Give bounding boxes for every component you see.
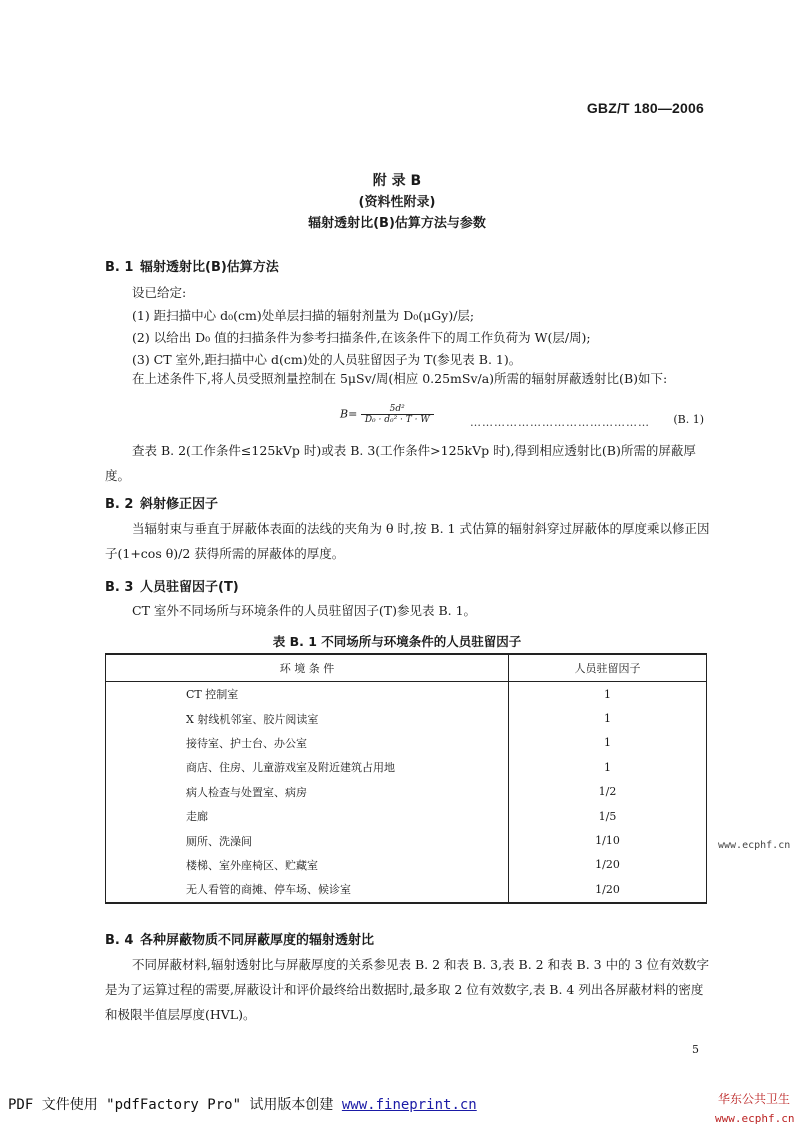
cell-factor: 1/20 bbox=[595, 858, 620, 872]
appendix-title: 辐射透射比(B)估算方法与参数 bbox=[308, 216, 486, 231]
cell-environment: CT 控制室 bbox=[106, 682, 509, 707]
cell-environment: 无人看管的商摊、停车场、候诊室 bbox=[106, 877, 509, 902]
table-caption: 表 B. 1 不同场所与环境条件的人员驻留因子 bbox=[272, 634, 522, 649]
cell-environment: 楼梯、室外座椅区、贮藏室 bbox=[106, 853, 509, 877]
formula-lhs: B= bbox=[340, 407, 358, 421]
section-title: 人员驻留因子(T) bbox=[140, 580, 239, 595]
cell-factor: 1 bbox=[604, 687, 611, 701]
section-number: B. 4 bbox=[105, 933, 134, 948]
cell-environment: 病人检查与处置室、病房 bbox=[106, 780, 509, 804]
occupancy-factor-table bbox=[105, 653, 707, 904]
cell-environment: 厕所、洗澡间 bbox=[106, 828, 509, 852]
cell-factor: 1 bbox=[604, 712, 611, 726]
formula-denominator: D₀ · d₀² · T · W bbox=[364, 415, 430, 425]
section-title: 斜射修正因子 bbox=[140, 497, 219, 512]
cell-environment: 接待室、护士台、办公室 bbox=[106, 731, 509, 755]
formula-fraction bbox=[361, 404, 434, 425]
pdf-footer bbox=[8, 1094, 477, 1114]
b4-paragraph: 不同屏蔽材料,辐射透射比与屏蔽厚度的关系参见表 B. 2 和表 B. 3,表 B. 2 和表 B. 3 中的 3 位有效数字是为了运算过程的需要,屏蔽设计和评价最终给出数据时,最多取 2 位有效数字,表 B. 4 列出各屏蔽材料的密度和极限半值层厚度(HVL)。 bbox=[105, 957, 710, 1022]
b1-paragraph-1: 在上述条件下,将人员受照剂量控制在 5μSv/周(相应 0.25mSv/a)所需的辐射屏蔽透射比(B)如下: bbox=[132, 371, 668, 386]
table-row bbox=[106, 853, 707, 877]
b1-paragraph-2: 查表 B. 2(工作条件≤125kVp 时)或表 B. 3(工作条件>125kVp 时),得到相应透射比(B)所需的屏蔽厚度。 bbox=[105, 443, 696, 483]
section-b3-heading bbox=[105, 576, 239, 595]
section-b2-heading bbox=[105, 493, 218, 512]
cell-factor: 1/2 bbox=[598, 785, 617, 799]
cell-factor: 1/10 bbox=[595, 834, 620, 848]
cell-environment: 走廊 bbox=[106, 804, 509, 828]
footer-link[interactable]: www.fineprint.cn bbox=[341, 1097, 477, 1113]
cell-environment: X 射线机邻室、胶片阅读室 bbox=[106, 706, 509, 730]
section-number: B. 2 bbox=[105, 497, 134, 512]
b3-paragraph: CT 室外不同场所与环境条件的人员驻留因子(T)参见表 B. 1。 bbox=[132, 603, 477, 618]
b1-intro: 设已给定: bbox=[132, 285, 187, 300]
table-row bbox=[106, 706, 707, 730]
section-title: 辐射透射比(B)估算方法 bbox=[140, 260, 279, 275]
brand-name: 华东公共卫生 bbox=[717, 1092, 790, 1106]
column-header-factor: 人员驻留因子 bbox=[509, 654, 707, 682]
section-b4-heading bbox=[105, 929, 374, 948]
formula-b1 bbox=[340, 404, 434, 425]
table-header-row bbox=[106, 654, 707, 682]
cell-environment: 商店、住房、儿童游戏室及附近建筑占用地 bbox=[106, 755, 509, 779]
table-row bbox=[106, 755, 707, 779]
b1-item-2: (2) 以给出 D₀ 值的扫描条件为参考扫描条件,在该条件下的周工作负荷为 W(层/周); bbox=[132, 330, 591, 345]
table-row bbox=[106, 731, 707, 755]
cell-factor: 1 bbox=[604, 736, 611, 750]
cell-factor: 1 bbox=[604, 760, 611, 774]
section-number: B. 1 bbox=[105, 260, 134, 275]
section-number: B. 3 bbox=[105, 580, 134, 595]
table-row bbox=[106, 828, 707, 852]
standard-code: GBZ/T 180—2006 bbox=[586, 100, 704, 116]
table-row bbox=[106, 804, 707, 828]
side-watermark: www.ecphf.cn bbox=[718, 840, 791, 851]
footer-text: PDF 文件使用 "pdfFactory Pro" 试用版本创建 bbox=[8, 1097, 334, 1113]
page-number: 5 bbox=[692, 1043, 699, 1056]
section-b1-heading bbox=[105, 256, 279, 275]
section-title: 各种屏蔽物质不同屏蔽厚度的辐射透射比 bbox=[140, 933, 375, 948]
formula-leader-dots: ……………………………………… bbox=[470, 416, 650, 429]
cell-factor: 1/5 bbox=[598, 809, 617, 823]
appendix-type: (资料性附录) bbox=[358, 195, 436, 210]
cell-factor: 1/20 bbox=[595, 882, 620, 896]
brand-mark bbox=[715, 1090, 794, 1128]
brand-url[interactable]: www.ecphf.cn bbox=[715, 1112, 794, 1125]
formula-numerator: 5d² bbox=[361, 404, 434, 415]
column-header-environment: 环 境 条 件 bbox=[106, 654, 509, 682]
table-row bbox=[106, 780, 707, 804]
b2-paragraph: 当辐射束与垂直于屏蔽体表面的法线的夹角为 θ 时,按 B. 1 式估算的辐射斜穿过屏蔽体的厚度乘以修正因子(1+cos θ)/2 获得所需的屏蔽体的厚度。 bbox=[105, 521, 710, 561]
table-row bbox=[106, 877, 707, 902]
formula-number: (B. 1) bbox=[673, 413, 704, 426]
b1-item-1: (1) 距扫描中心 d₀(cm)处单层扫描的辐射剂量为 D₀(μGy)/层; bbox=[132, 308, 475, 323]
appendix-label: 附 录 B bbox=[372, 173, 422, 189]
table-row bbox=[106, 682, 707, 707]
b1-item-3: (3) CT 室外,距扫描中心 d(cm)处的人员驻留因子为 T(参见表 B. 1)。 bbox=[132, 352, 522, 367]
